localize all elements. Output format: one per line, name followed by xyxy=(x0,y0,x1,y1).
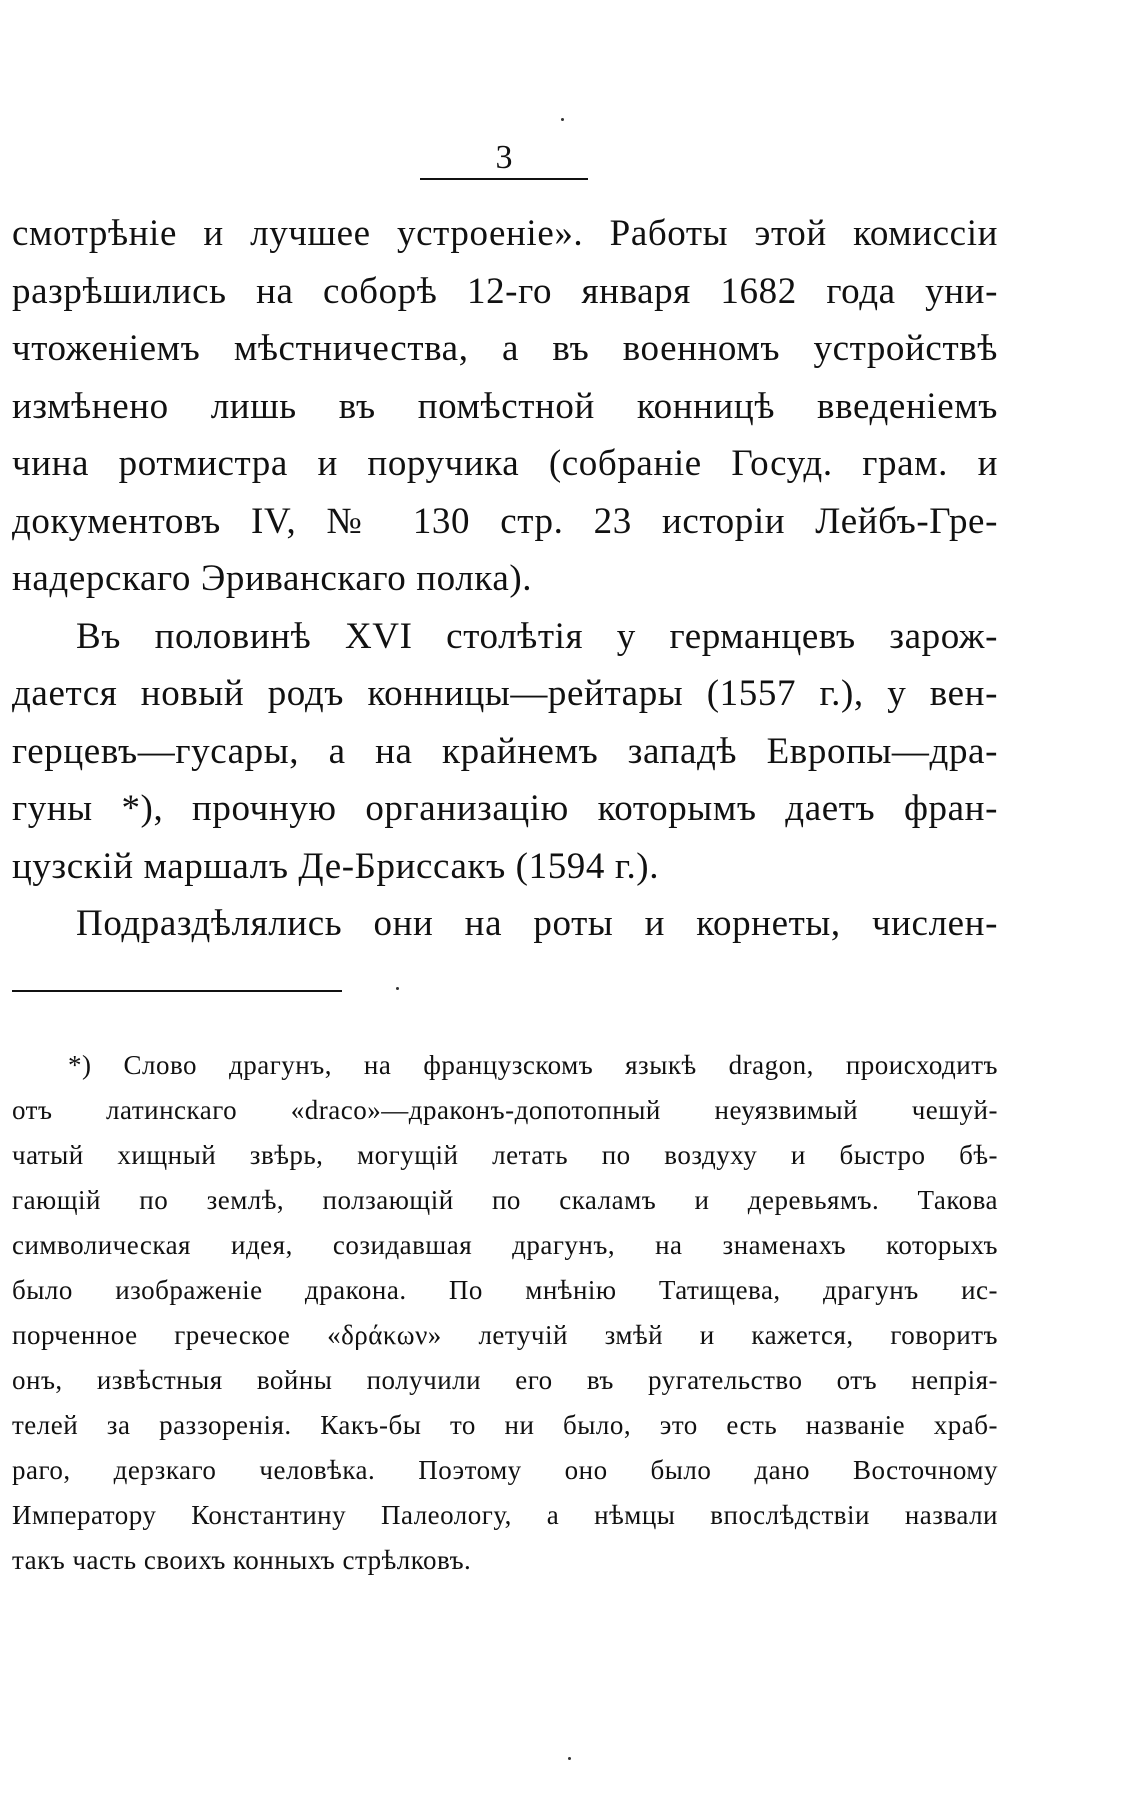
footnote-line: чатый хищный звѣрь, могущій летать по воздуху и быстро бѣ- xyxy=(12,1140,998,1170)
footnote-line: отъ латинскаго «draco»—драконъ-допотопный неуязвимый чешуй- xyxy=(12,1095,998,1125)
footnote-line: телей за раззоренія. Какъ-бы то ни было, это есть названіе храб- xyxy=(12,1410,998,1440)
text-line: документовъ IV, № 130 стр. 23 исторіи Лейбъ-Гре- xyxy=(12,500,998,542)
footnote-line: Императору Константину Палеологу, а нѣмцы впослѣдствіи назвали xyxy=(12,1500,998,1530)
text-line: Подраздѣлялись они на роты и корнеты, числен- xyxy=(76,903,998,944)
paper-speck xyxy=(396,987,399,990)
footnote-line: гающій по землѣ, ползающій по скаламъ и деревьямъ. Такова xyxy=(12,1185,998,1215)
footnote-separator xyxy=(12,990,342,992)
paper-speck xyxy=(568,1757,571,1760)
text-line: чтоженіемъ мѣстничества, а въ военномъ устройствѣ xyxy=(12,328,998,369)
footnote xyxy=(12,1043,998,1583)
text-line: надерскаго Эриванскаго полка). xyxy=(12,558,533,599)
text-line: чина ротмистра и поручика (собраніе Госуд. грам. и xyxy=(12,443,998,484)
footnote-line: онъ, извѣстныя войны получили его въ ругательство отъ непрія- xyxy=(12,1365,998,1395)
footnote-line: такъ часть своихъ конныхъ стрѣлковъ. xyxy=(12,1545,472,1575)
text-line: дается новый родъ конницы—рейтары (1557 г.), у вен- xyxy=(12,673,998,714)
footnote-line: *) Слово драгунъ, на французскомъ языкѣ dragon, происходитъ xyxy=(68,1050,998,1080)
paper-speck xyxy=(561,118,564,121)
text-line: цузскій маршалъ Де-Бриссакъ (1594 г.). xyxy=(12,845,660,887)
page-number-underline xyxy=(420,178,588,180)
text-line: гуны *), прочную организацію которымъ даетъ фран- xyxy=(12,788,998,829)
footnote-line: было изображеніе дракона. По мнѣнію Татищева, драгунъ ис- xyxy=(12,1275,998,1305)
footnote-line: символическая идея, созидавшая драгунъ, на знаменахъ которыхъ xyxy=(12,1230,998,1260)
text-line: измѣнено лишь въ помѣстной конницѣ введеніемъ xyxy=(12,385,998,427)
page-number: 3 xyxy=(495,139,513,176)
footnote-line: раго, дерзкаго человѣка. Поэтому оно было дано Восточному xyxy=(12,1455,998,1485)
text-line: Въ половинѣ XVI столѣтія у германцевъ зарож- xyxy=(76,615,998,657)
footnote-line: порченное греческое «δράκων» летучій змѣй и кажется, говоритъ xyxy=(12,1320,998,1350)
text-line: герцевъ—гусары, а на крайнемъ западѣ Европы—дра- xyxy=(12,730,998,772)
text-line: смотрѣніе и лучшее устроеніе». Работы этой комиссіи xyxy=(12,213,998,254)
text-line: разрѣшились на соборѣ 12-го января 1682 года уни- xyxy=(12,270,998,312)
main-text xyxy=(12,205,998,953)
